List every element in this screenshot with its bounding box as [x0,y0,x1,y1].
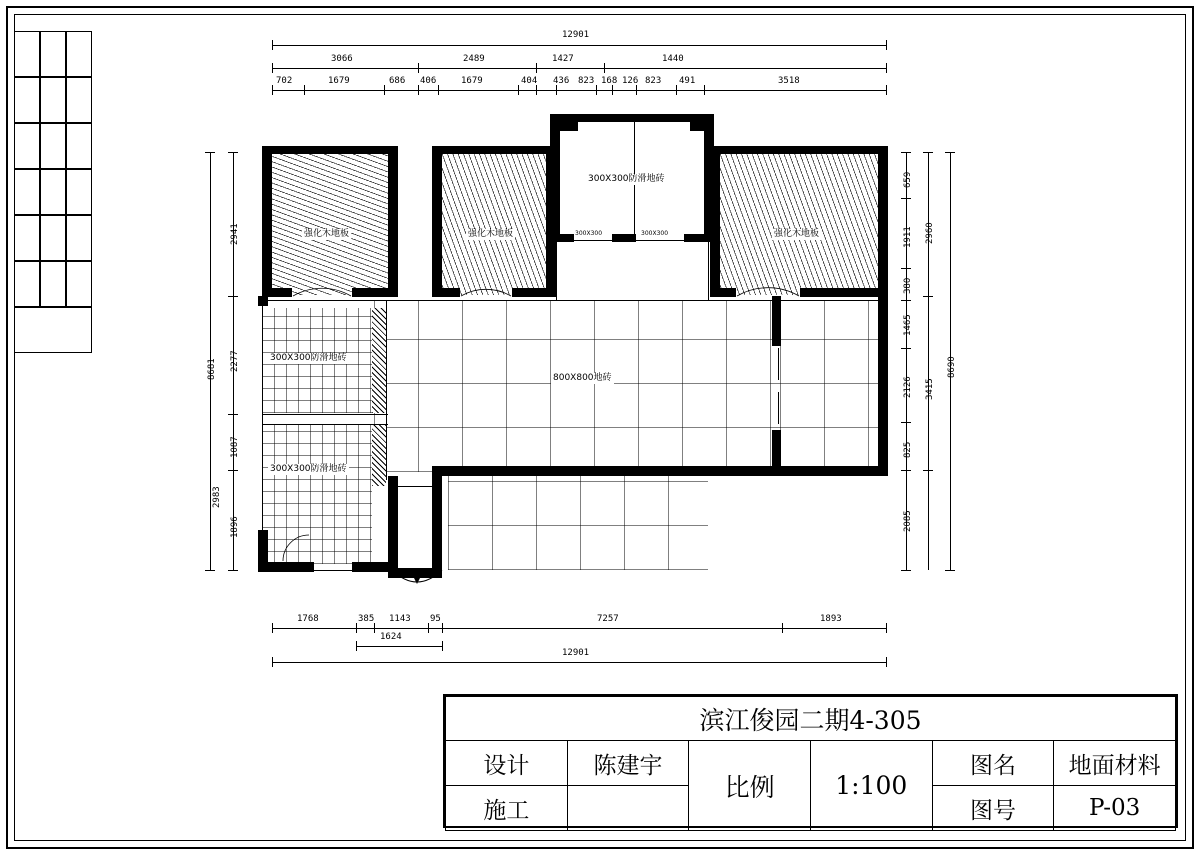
dim-right-outer: 8690 [947,356,957,378]
wall-nub-1 [560,122,578,131]
wall-bath-top-left [550,114,560,240]
dim-top-r1-t3 [604,63,605,73]
wall-bed3-left [710,146,720,296]
dim-right-in-t3 [901,300,911,301]
door-line-right-1 [778,348,779,380]
wall-balcony-left [388,476,398,572]
project-name: 滨江俊园二期4-305 [446,697,1176,741]
label-mini-1: 300X300 [575,230,603,237]
dim-bot-sub-t0 [356,641,357,651]
dim-top-total-tick-l [272,40,273,50]
dim-bot-r1-0: 1768 [297,614,319,624]
wall-bed2-top [432,146,554,154]
drawing-no-label: 图号 [932,786,1054,831]
dim-left-col-3: 1896 [230,516,240,538]
wall-bed1-right [388,146,398,296]
line-balcony-top [388,486,434,487]
wall-mid-bottom [432,466,442,578]
dim-left-col-2: 1087 [230,436,240,458]
room-bedroom-3 [718,152,883,295]
dim-left-outer: 8681 [207,358,217,380]
dim-left-outer-t0 [205,152,215,153]
dim-top-r1-t4 [886,63,887,73]
dim-right-mid-1: 3415 [925,378,935,400]
design-value[interactable]: 陈建宇 [567,741,689,786]
dim-right-in-5: 825 [903,441,913,458]
dim-left-col-1: 2277 [230,350,240,372]
dim-bot-total-t0 [272,657,273,667]
dim-top-r2-3: 406 [420,76,437,86]
dim-bot-r1-t6 [886,623,887,633]
dim-top-r1-1: 2489 [463,54,485,64]
dim-top-r2-12: 3518 [778,76,800,86]
dim-bot-r1-t4 [442,623,443,633]
wall-bed2-bottom-l [432,288,460,297]
dim-top-total-tick-r [886,40,887,50]
dim-left-col-t1 [228,296,238,297]
dim-right-in-t2 [901,268,911,269]
dim-top-r2-7: 823 [578,76,595,86]
wall-left-upper [262,146,272,296]
dim-left-outer-t1 [205,570,215,571]
door-swing-bath-lower [282,534,318,562]
door-line-right-2 [778,392,779,424]
drawing-name-value: 地面材料 [1054,741,1176,786]
door-swing-bed1 [292,282,352,298]
drawing-name-label: 图名 [932,741,1054,786]
label-mini-2: 300X300 [641,230,669,237]
dim-top-r2-0: 702 [276,76,293,86]
dim-top-r2-t11 [676,85,677,95]
dim-right-in-3: 1465 [903,314,913,336]
dim-right-mid-line [928,152,929,570]
dim-top-r1-3: 1440 [662,54,684,64]
design-label: 设计 [446,741,568,786]
dim-right-in-t1 [901,198,911,199]
dim-right-in-0: 659 [903,171,913,188]
dim-bot-r1-3: 95 [430,614,441,624]
dim-right-in-1: 1911 [903,226,913,248]
hatch-strip-1 [372,308,386,413]
label-bath-left: 300X300防滑地砖 [270,464,347,474]
wall-bottom-right [708,466,888,476]
room-right-lower [780,300,886,472]
dim-left-col-t3 [228,470,238,471]
dim-right-in-4: 2126 [903,376,913,398]
dim-right-in-2: 380 [903,277,913,294]
wall-bed3-top [710,146,888,154]
wall-bed3-right-nub [878,168,888,190]
dim-top-r2-t2 [384,85,385,95]
dim-right-in-t7 [901,570,911,571]
construction-label: 施工 [446,786,568,831]
scale-value: 1:100 [810,741,932,831]
dim-top-r2-10: 823 [645,76,662,86]
wall-right-nub-3 [878,424,888,450]
dim-right-in-6: 2085 [903,510,913,532]
hatch-strip-2 [372,424,386,486]
dim-bot-r1-4: 7257 [597,614,619,624]
dim-bot-sub-line [356,646,442,647]
dim-top-r2-4: 1679 [461,76,483,86]
dim-top-r2-11: 491 [679,76,696,86]
dim-top-r1-2: 1427 [552,54,574,64]
wall-nub-2 [690,122,708,131]
wall-bath-top-top [550,114,714,122]
dim-bot-r1-line [272,628,886,629]
wall-right-nub-2 [878,300,888,326]
dim-right-mid-0: 2960 [925,222,935,244]
dim-top-r2-t10 [636,85,637,95]
dim-top-r2-t7 [556,85,557,95]
room-bedroom-2 [440,152,550,295]
wall-bed3-bottom-l [710,288,736,297]
line-kitchen-bottom [262,414,388,415]
line-kitchen-right [386,300,387,480]
line-living-top [268,300,888,301]
dim-bot-r1-2: 1143 [389,614,411,624]
dim-bot-total-t1 [886,657,887,667]
dim-bot-r1-t5 [782,623,783,633]
dim-top-r1-0: 3066 [331,54,353,64]
construction-value[interactable] [567,786,689,831]
dim-bot-sub-t1 [442,641,443,651]
dim-top-r1-t1 [418,63,419,73]
dim-bot-sub: 1624 [380,632,402,642]
dim-top-r2-2: 686 [389,76,406,86]
drawing-no-value: P-03 [1054,786,1176,831]
room-bedroom-1 [272,152,392,295]
dim-bot-r1-t3 [428,623,429,633]
wall-right-partition-2 [772,430,781,474]
dim-right-out-t0 [945,152,955,153]
wall-living-bottom [460,466,710,476]
wall-right-partition [772,296,781,346]
line-bath-left-top [262,424,388,425]
scale-label: 比例 [689,741,811,831]
dim-bot-total: 12901 [562,648,590,658]
dim-top-r2-t1 [304,85,305,95]
dim-left-col-t0 [228,152,238,153]
dim-left-col-t2 [228,414,238,415]
wall-left-mid [258,296,268,306]
wall-top-left [262,146,398,154]
dim-top-r2-t9 [612,85,613,95]
dim-top-r2-t6 [536,85,537,95]
dim-top-total: 12901 [562,30,590,40]
door-swing-bed3 [736,282,800,298]
dim-top-r2-1: 1679 [328,76,350,86]
dim-top-r2-t5 [518,85,519,95]
line-hall-top [556,240,708,241]
dim-right-in-t6 [901,470,911,471]
wall-bed1-bottom-2 [352,288,398,297]
dim-bot-r1-1: 385 [358,614,375,624]
title-block [443,694,1178,828]
dim-top-r2-t0 [272,85,273,95]
dim-top-r2-t13 [886,85,887,95]
dim-left-col-0: 2941 [230,223,240,245]
dim-bot-r1-t1 [356,623,357,633]
dim-bot-r1-5: 1893 [820,614,842,624]
wall-bed3-bottom-r [800,288,888,297]
dim-left-col-t4 [228,570,238,571]
room-living-lower [448,470,708,570]
dim-bot-r1-t0 [272,623,273,633]
label-living: 800X800地砖 [553,373,612,383]
label-kitchen: 300X300防滑地砖 [270,353,347,363]
dim-top-r2-t3 [418,85,419,95]
label-bedroom-3: 强化木地板 [774,229,820,239]
dim-right-mid-t1 [923,296,933,297]
door-swing-bed2 [460,282,512,298]
wall-bed2-left [432,146,442,296]
dim-right-in-t4 [901,348,911,349]
dim-top-r2-8: 168 [601,76,618,86]
dim-top-r2-5: 404 [521,76,538,86]
dim-top-r2-9: 126 [622,76,639,86]
label-bedroom-1: 强化木地板 [304,229,350,239]
dim-top-r2-line [272,90,886,91]
wall-bed2-bottom-r [512,288,556,297]
dim-top-r2-6: 436 [553,76,570,86]
dim-right-inner-line [906,152,907,570]
dim-left-col2-0: 2983 [212,486,222,508]
dim-right-in-t5 [901,422,911,423]
line-bed-divider [556,240,557,300]
dim-top-total-line [272,45,886,46]
line-hall-right [708,240,709,300]
dim-right-mid-t0 [923,152,933,153]
dim-right-mid-t2 [923,470,933,471]
label-bedroom-2: 强化木地板 [468,229,514,239]
dim-bot-total-line [272,662,886,663]
dim-top-r2-t12 [704,85,705,95]
dim-top-r2-t4 [438,85,439,95]
entry-door-swing [390,568,444,592]
dim-top-r2-t8 [596,85,597,95]
dim-top-r1-t2 [536,63,537,73]
label-bath-top: 300X300防滑地砖 [588,174,665,184]
dim-top-r1-line [272,68,886,69]
dim-top-r1-t0 [272,63,273,73]
line-left-outline [262,300,263,562]
dim-bot-r1-t2 [374,623,375,633]
dim-right-out-t1 [945,570,955,571]
dim-right-in-t0 [901,152,911,153]
